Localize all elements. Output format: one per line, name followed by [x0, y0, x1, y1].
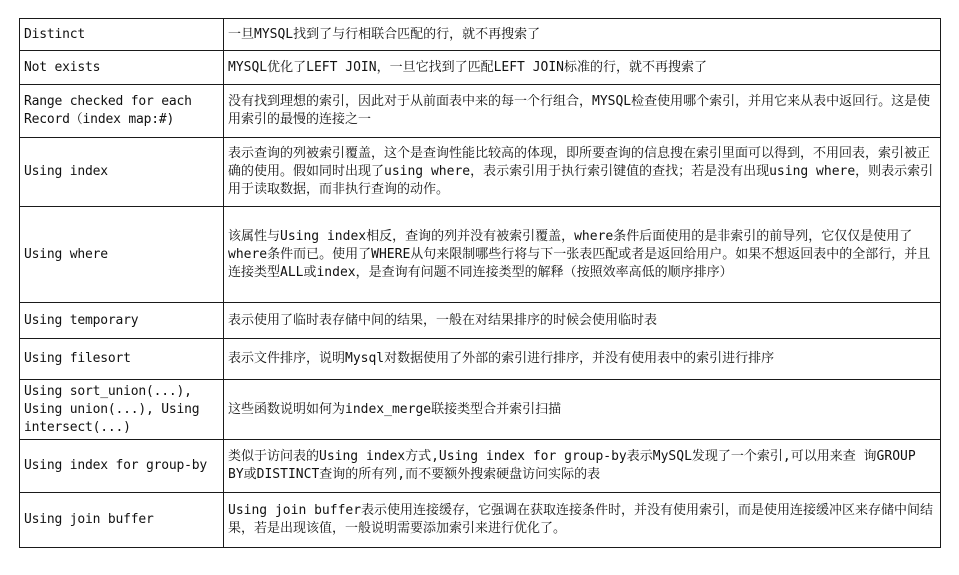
table-row — [20, 303, 941, 339]
description-cell: 这些函数说明如何为index_merge联接类型合并索引扫描 — [224, 380, 941, 440]
extra-values-table — [19, 18, 941, 548]
table-row — [20, 51, 941, 85]
extra-key-cell: Using join buffer — [20, 493, 224, 548]
description-cell: 没有找到理想的索引，因此对于从前面表中来的每一个行组合，MYSQL检查使用哪个索引，并用它来从表中返回行。这是使用索引的最慢的连接之一 — [224, 85, 941, 138]
table-row — [20, 493, 941, 548]
description-cell: 该属性与Using index相反，查询的列并没有被索引覆盖，where条件后面使用的是非索引的前导列，它仅仅是使用了where条件而已。使用了WHERE从句来限制哪些行将与下一张表匹配或者是返回给用户。如果不想返回表中的全部行，并且连接类型ALL或index，是查询有问题不同连接类型的解释（按照效率高低的顺序排序） — [224, 207, 941, 303]
table-row — [20, 85, 941, 138]
extra-key-cell: Using sort_union(...), Using union(...), Using intersect(...) — [20, 380, 224, 440]
table-row — [20, 380, 941, 440]
table-row — [20, 19, 941, 51]
extra-key-cell: Not exists — [20, 51, 224, 85]
description-cell: 表示文件排序，说明Mysql对数据使用了外部的索引进行排序，并没有使用表中的索引进行排序 — [224, 339, 941, 380]
extra-key-cell: Using index — [20, 138, 224, 207]
description-cell: 一旦MYSQL找到了与行相联合匹配的行，就不再搜索了 — [224, 19, 941, 51]
description-cell: 表示查询的列被索引覆盖，这个是查询性能比较高的体现，即所要查询的信息搜在索引里面可以得到，不用回表，索引被正确的使用。假如同时出现了using where，表示索引用于执行索引键值的查找；若是没有出现using where，则表示索引用于读取数据，而非执行查询的动作。 — [224, 138, 941, 207]
extra-key-cell: Range checked for each Record（index map:#) — [20, 85, 224, 138]
extra-key-cell: Using temporary — [20, 303, 224, 339]
extra-key-cell: Distinct — [20, 19, 224, 51]
table-row — [20, 207, 941, 303]
description-cell: 表示使用了临时表存储中间的结果，一般在对结果排序的时候会使用临时表 — [224, 303, 941, 339]
table-row — [20, 440, 941, 493]
extra-key-cell: Using where — [20, 207, 224, 303]
table-row — [20, 138, 941, 207]
description-cell: MYSQL优化了LEFT JOIN，一旦它找到了匹配LEFT JOIN标准的行，就不再搜索了 — [224, 51, 941, 85]
description-cell: 类似于访问表的Using index方式,Using index for group-by表示MySQL发现了一个索引,可以用来查 询GROUP BY或DISTINCT查询的所有列,而不要额外搜索硬盘访问实际的表 — [224, 440, 941, 493]
extra-key-cell: Using filesort — [20, 339, 224, 380]
table-row — [20, 339, 941, 380]
extra-key-cell: Using index for group-by — [20, 440, 224, 493]
description-cell: Using join buffer表示使用连接缓存，它强调在获取连接条件时，并没有使用索引，而是使用连接缓冲区来存储中间结果，若是出现该值，一般说明需要添加索引来进行优化了。 — [224, 493, 941, 548]
